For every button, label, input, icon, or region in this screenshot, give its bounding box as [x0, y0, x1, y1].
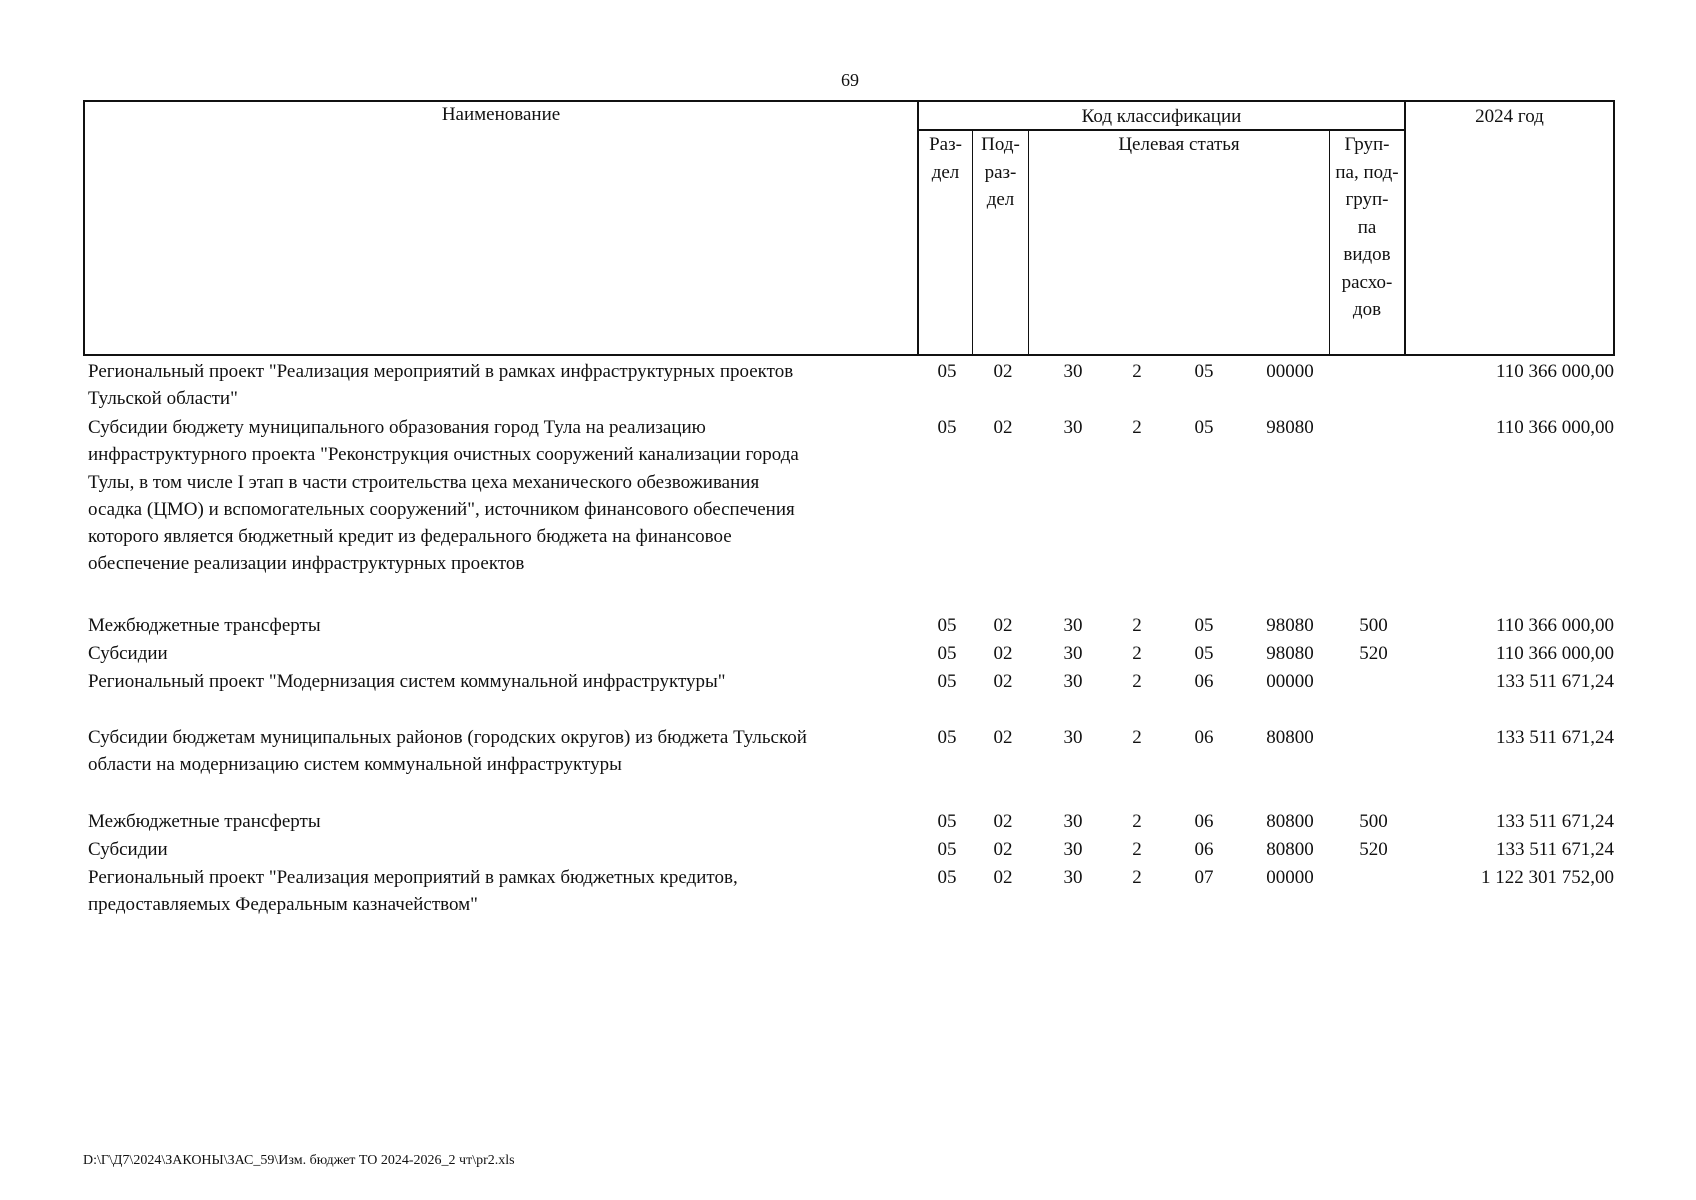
header-name: Наименование: [441, 104, 561, 125]
row-target-part-2: 2: [1132, 867, 1142, 888]
row-target-part-2: 2: [1132, 615, 1142, 636]
row-name: Межбюджетные трансферты: [88, 615, 321, 636]
row-expense-group: 500: [1359, 615, 1388, 636]
row-razdel: 05: [937, 361, 957, 382]
header-target-article: Целевая статья: [1118, 134, 1240, 155]
row-target-part-2: 2: [1132, 417, 1142, 438]
row-name: Межбюджетные трансферты: [88, 811, 321, 832]
row-name: Субсидии: [88, 643, 168, 664]
row-target-part-3: 06: [1194, 811, 1214, 832]
header-expense-group: Груп- па, под- груп- па видов расхо- дов: [1335, 134, 1399, 320]
row-podrazdel: 02: [993, 643, 1013, 664]
row-target-part-4: 80800: [1266, 839, 1314, 860]
row-amount: 110 366 000,00: [1495, 417, 1614, 438]
row-name: Субсидии бюджетам муниципальных районов (городских округов) из бюджета Тульской области на модернизацию систем коммунальной инфраструктуры: [88, 727, 807, 776]
row-target-part-4: 00000: [1266, 671, 1314, 692]
row-target-part-2: 2: [1132, 727, 1142, 748]
header-year: 2024 год: [1475, 106, 1544, 127]
row-name: Субсидии: [88, 839, 168, 860]
row-target-part-1: 30: [1063, 811, 1083, 832]
row-target-part-1: 30: [1063, 643, 1083, 664]
row-podrazdel: 02: [993, 839, 1013, 860]
row-target-part-3: 05: [1194, 361, 1214, 382]
row-amount: 133 511 671,24: [1495, 839, 1614, 860]
row-razdel: 05: [937, 727, 957, 748]
row-amount: 1 122 301 752,00: [1481, 867, 1614, 888]
row-target-part-3: 05: [1194, 615, 1214, 636]
row-podrazdel: 02: [993, 615, 1013, 636]
row-razdel: 05: [937, 643, 957, 664]
row-amount: 110 366 000,00: [1495, 643, 1614, 664]
row-name: Региональный проект "Реализация мероприятий в рамках бюджетных кредитов, предоставляемых Федеральным казначейством": [88, 867, 738, 916]
row-target-part-1: 30: [1063, 615, 1083, 636]
row-target-part-1: 30: [1063, 417, 1083, 438]
row-target-part-4: 98080: [1266, 615, 1314, 636]
row-target-part-2: 2: [1132, 643, 1142, 664]
row-target-part-4: 98080: [1266, 643, 1314, 664]
header-right-border: [1613, 100, 1615, 356]
row-target-part-4: 00000: [1266, 361, 1314, 382]
row-razdel: 05: [937, 867, 957, 888]
row-target-part-2: 2: [1132, 671, 1142, 692]
row-target-part-1: 30: [1063, 671, 1083, 692]
row-target-part-4: 00000: [1266, 867, 1314, 888]
row-amount: 110 366 000,00: [1495, 615, 1614, 636]
row-target-part-2: 2: [1132, 811, 1142, 832]
row-podrazdel: 02: [993, 671, 1013, 692]
row-amount: 133 511 671,24: [1495, 671, 1614, 692]
row-target-part-3: 05: [1194, 643, 1214, 664]
header-left-border: [83, 100, 85, 356]
footer-file-path: D:\Г\Д7\2024\ЗАКОНЫ\ЗАС_59\Изм. бюджет ТО 2024-2026_2 чт\pr2.xls: [83, 1153, 515, 1168]
header-podrazdel: Под- раз- дел: [981, 134, 1020, 210]
row-podrazdel: 02: [993, 417, 1013, 438]
header-classification-code: Код классификации: [1081, 106, 1242, 127]
row-expense-group: 500: [1359, 811, 1388, 832]
row-target-part-3: 06: [1194, 727, 1214, 748]
row-name: Региональный проект "Модернизация систем коммунальной инфраструктуры": [88, 671, 726, 692]
row-target-part-3: 06: [1194, 839, 1214, 860]
row-podrazdel: 02: [993, 361, 1013, 382]
page-number: 69: [841, 70, 859, 90]
row-name: Региональный проект "Реализация мероприятий в рамках инфраструктурных проектов Тульской области": [88, 361, 794, 410]
row-razdel: 05: [937, 417, 957, 438]
header-bottom-border: [83, 354, 1615, 356]
row-target-part-1: 30: [1063, 839, 1083, 860]
row-expense-group: 520: [1359, 839, 1388, 860]
row-podrazdel: 02: [993, 867, 1013, 888]
row-razdel: 05: [937, 839, 957, 860]
row-razdel: 05: [937, 671, 957, 692]
row-expense-group: 520: [1359, 643, 1388, 664]
row-target-part-1: 30: [1063, 867, 1083, 888]
row-podrazdel: 02: [993, 811, 1013, 832]
row-target-part-1: 30: [1063, 361, 1083, 382]
row-amount: 133 511 671,24: [1495, 811, 1614, 832]
row-razdel: 05: [937, 615, 957, 636]
row-target-part-4: 80800: [1266, 811, 1314, 832]
row-target-part-2: 2: [1132, 839, 1142, 860]
row-target-part-4: 98080: [1266, 417, 1314, 438]
divider-code-year: [1404, 100, 1406, 356]
row-target-part-1: 30: [1063, 727, 1083, 748]
row-target-part-3: 07: [1194, 867, 1214, 888]
row-razdel: 05: [937, 811, 957, 832]
row-name: Субсидии бюджету муниципального образования город Тула на реализацию инфраструктурного проекта "Реконструкция очистных сооружений канализации города Тулы, в том числе I этап в части строительства цеха механического обезвоживания осадка (ЦМО) и вспомогательных сооружений", источником финансового обеспечения которого является бюджетный кредит из федерального бюджета на финансовое обеспечение реализации инфраструктурных проектов: [88, 417, 799, 575]
header-razdel: Раз- дел: [929, 134, 962, 183]
row-amount: 133 511 671,24: [1495, 727, 1614, 748]
row-target-part-2: 2: [1132, 361, 1142, 382]
divider-podrazdel-target: [1028, 129, 1029, 356]
row-target-part-3: 05: [1194, 417, 1214, 438]
row-podrazdel: 02: [993, 727, 1013, 748]
row-target-part-4: 80800: [1266, 727, 1314, 748]
row-amount: 110 366 000,00: [1495, 361, 1614, 382]
row-target-part-3: 06: [1194, 671, 1214, 692]
